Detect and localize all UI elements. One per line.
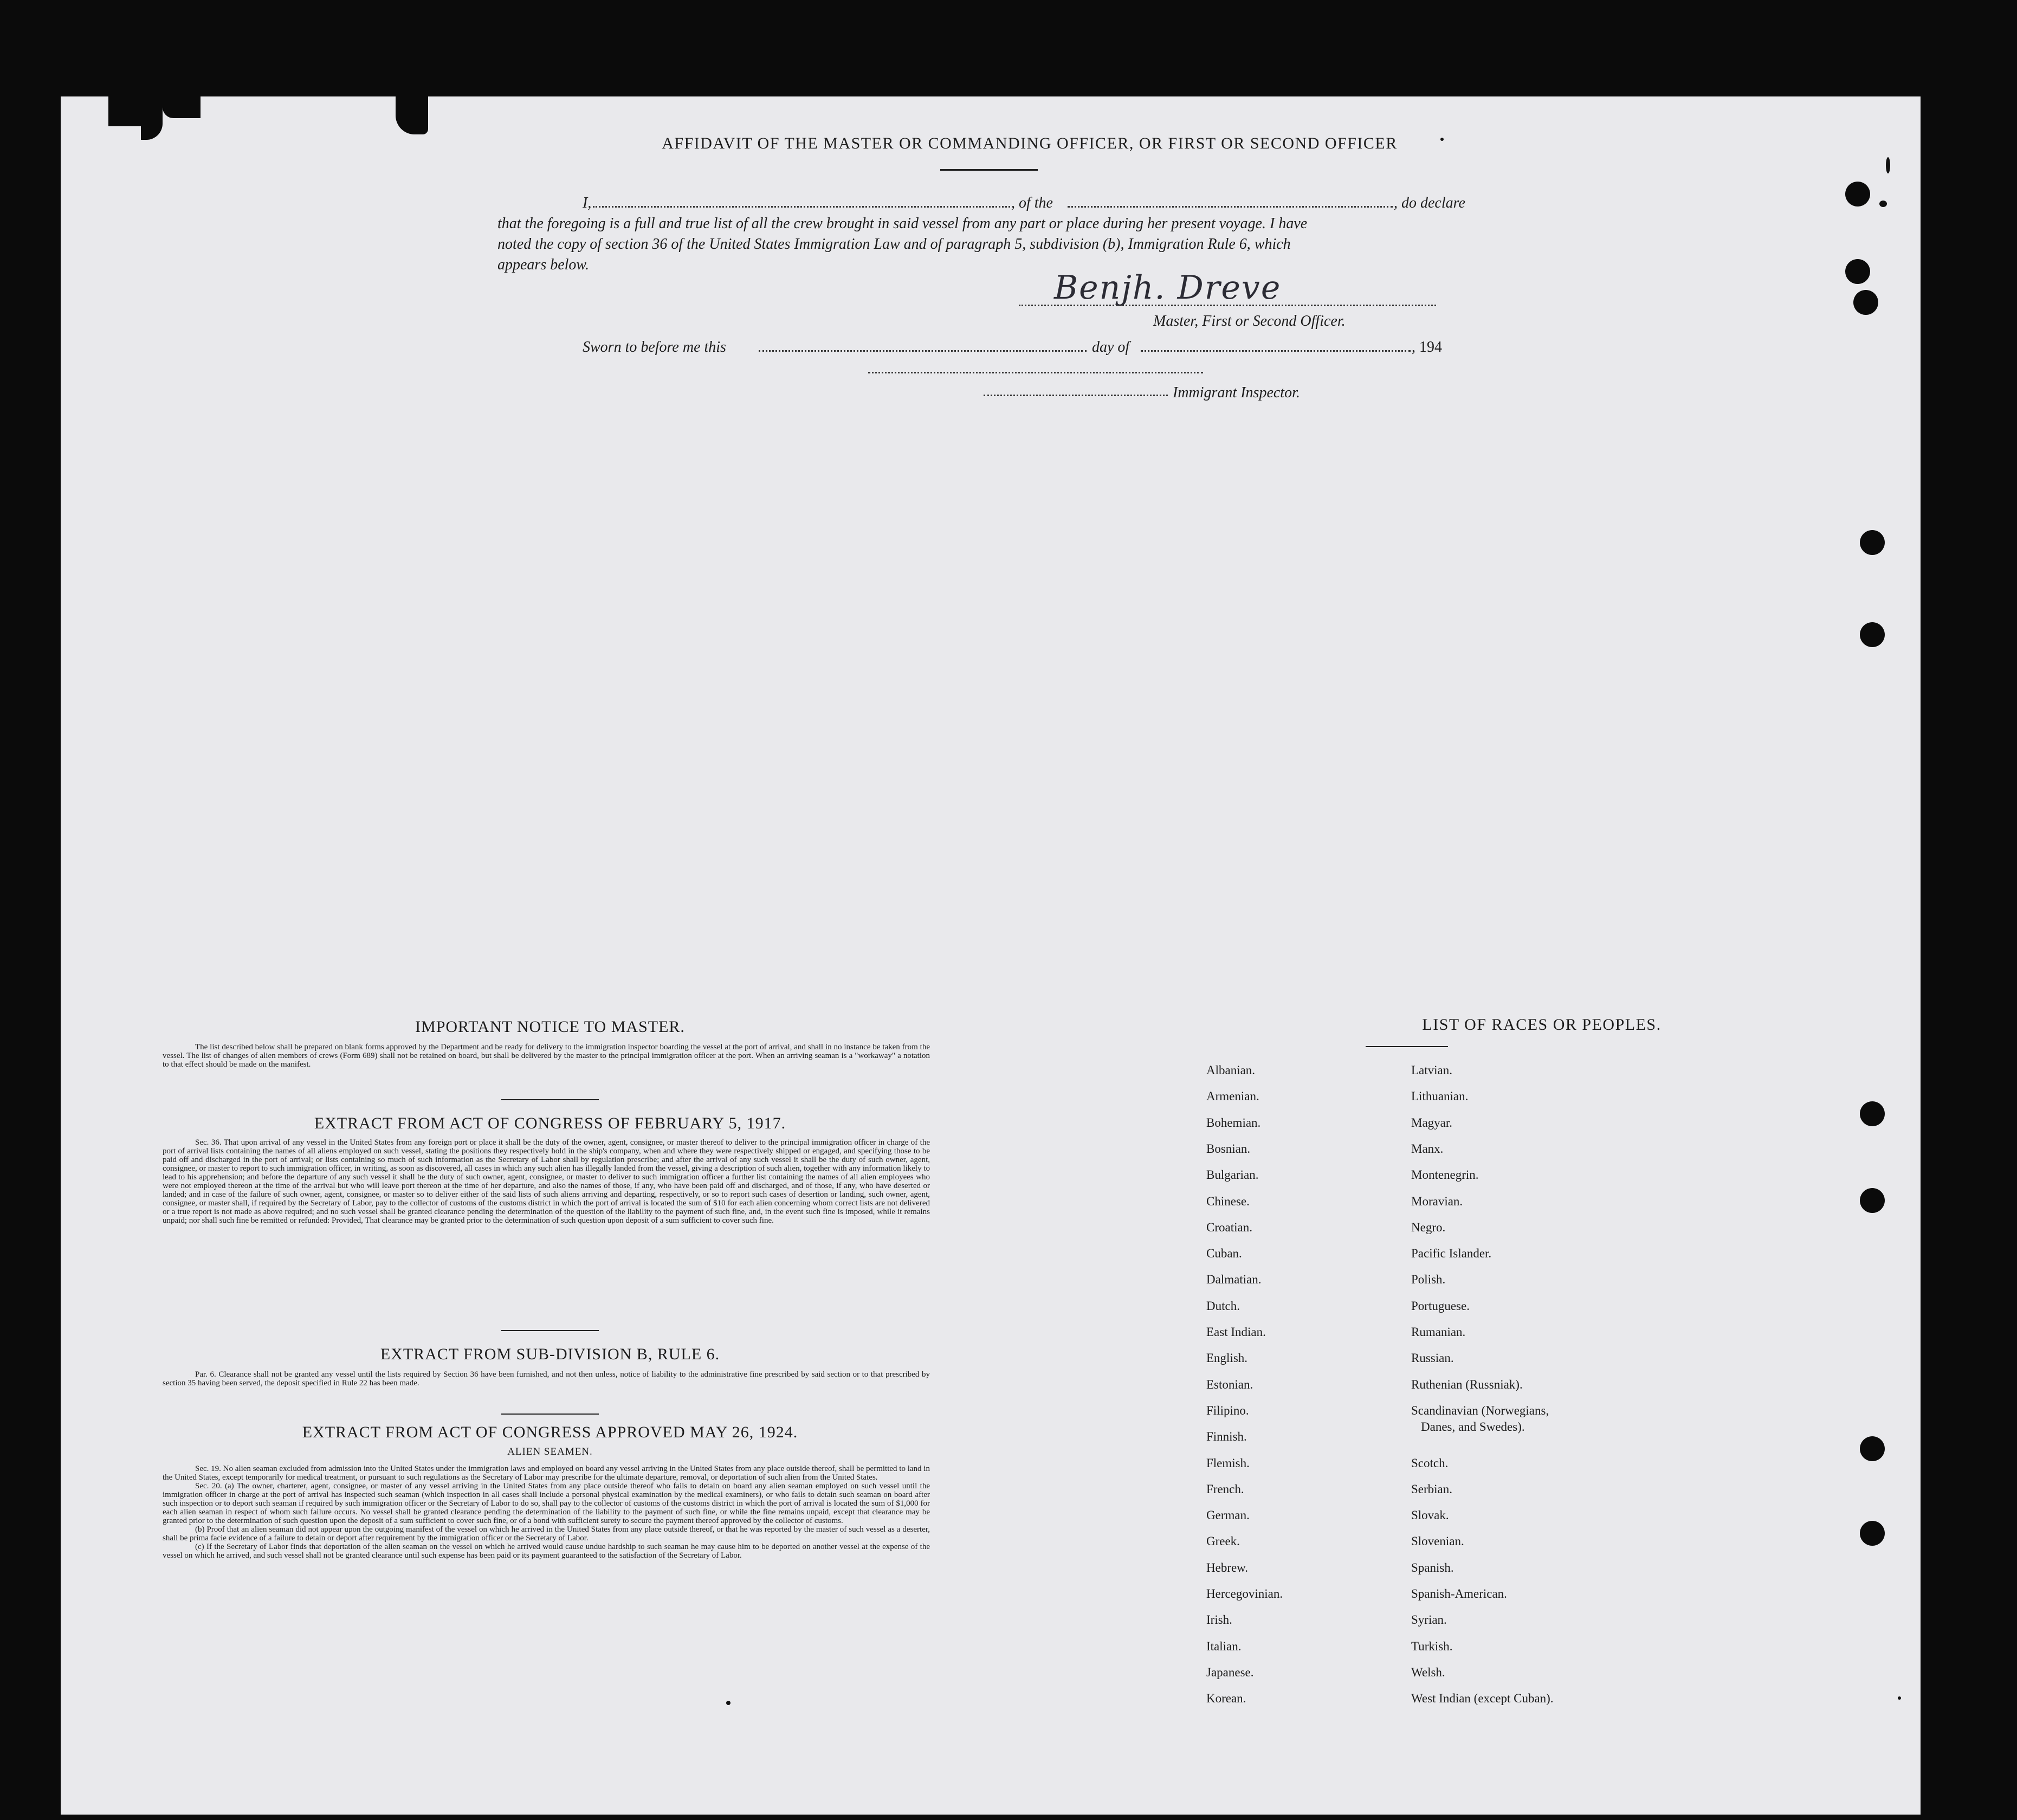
race-item: Dalmatian. (1206, 1273, 1262, 1286)
notice-title: IMPORTANT NOTICE TO MASTER. (415, 1018, 685, 1036)
race-item: Turkish. (1411, 1640, 1453, 1653)
race-item: Ruthenian (Russniak). (1411, 1378, 1523, 1391)
section-divider (501, 1330, 599, 1331)
race-item: Finnish. (1206, 1430, 1247, 1443)
par-6-paragraph: Par. 6. Clearance shall not be granted any vessel until the lists required by Section 36 have been furnished, and not then unless, notice of liability to the administrative fine prescribed by said section or to that prescribed by section 35 having been served, the deposit specified in Rule 22 has been made. (163, 1370, 930, 1387)
race-item: Manx. (1411, 1142, 1444, 1156)
extract-1924-title: EXTRACT FROM ACT OF CONGRESS APPROVED MAY 26, 1924. (302, 1423, 798, 1441)
race-item: Slovenian. (1411, 1534, 1464, 1548)
race-item: Latvian. (1411, 1063, 1452, 1077)
race-item: French. (1206, 1482, 1244, 1496)
sec-20a-paragraph: Sec. 20. (a) The owner, charterer, agent, consignee, or master of any vessel arriving in the United States from any place outside thereof who fails to detain on board any alien seaman employed on such vessel until the immigration officer in charge at the port of arrival has inspected such seaman (which inspection in all cases shall include a personal physical examination by the medical examiners), or who fails to detain such seaman on board after such inspection or to deport such seaman if required by such immigration officer or the Secretary of Labor to do so, shall pay to the collector of customs of the customs district in which the port of arrival is located the sum of $1,000 for each alien seaman in respect of whom such failure occurs. No vessel shall be granted clearance pending the determination of the liability to the payment of such fine, or while the fine remains unpaid, except that clearance may be granted prior to the determination of such question upon the deposit of a sum sufficient to cover such fine, or of a bond with sufficient surety to secure the payment thereof approved by the collector of customs. (163, 1482, 930, 1525)
race-item: Scotch. (1411, 1456, 1449, 1470)
title-underline (940, 169, 1038, 171)
race-item: East Indian. (1206, 1325, 1266, 1339)
inspector-caption: Immigrant Inspector. (1173, 384, 1300, 401)
race-item: Bohemian. (1206, 1116, 1261, 1130)
race-item: Bulgarian. (1206, 1168, 1259, 1182)
binder-hole (1860, 530, 1885, 555)
sworn-label: Sworn to before me this (583, 339, 726, 356)
race-item: Pacific Islander. (1411, 1247, 1492, 1260)
race-item: Bosnian. (1206, 1142, 1251, 1156)
binder-hole (1845, 182, 1870, 206)
race-item: Armenian. (1206, 1089, 1259, 1103)
race-item: Magyar. (1411, 1116, 1453, 1130)
sec-20c-paragraph: (c) If the Secretary of Labor finds that deportation of the alien seaman on the vessel on which he arrived would cause undue hardship to such seaman he may cause him to be deported on another vessel at the expense of the vessel on which he arrived, and such vessel shall not be granted clearance until such expense has been paid or its payment guaranteed to the satisfaction of the Secretary of Labor. (163, 1543, 930, 1560)
race-item: Greek. (1206, 1534, 1240, 1548)
ink-speck (1886, 157, 1890, 173)
binder-hole (1860, 1188, 1885, 1213)
race-item: Dutch. (1206, 1299, 1240, 1313)
race-item: Japanese. (1206, 1666, 1254, 1679)
race-item: Rumanian. (1411, 1325, 1466, 1339)
sworn-month-line (1141, 350, 1411, 352)
affidavit-line4: appears below. (497, 256, 590, 273)
race-item: Scandinavian (Norwegians, (1411, 1404, 1549, 1417)
section-divider (501, 1099, 599, 1100)
extract-rule6-title: EXTRACT FROM SUB-DIVISION B, RULE 6. (380, 1345, 720, 1363)
race-item: Danes, and Swedes). (1421, 1420, 1525, 1434)
race-item: Irish. (1206, 1613, 1232, 1627)
race-item: Italian. (1206, 1640, 1242, 1653)
notice-text (163, 1043, 930, 1069)
extract-rule6-text (163, 1370, 930, 1387)
extract-1917-text (163, 1138, 930, 1225)
binder-hole (1860, 1436, 1885, 1461)
section-divider (501, 1414, 599, 1415)
day-of-label: day of (1092, 339, 1130, 356)
torn-corner-edge (141, 96, 163, 140)
extract-1924-text (163, 1464, 930, 1560)
race-item: Estonian. (1206, 1378, 1253, 1391)
vessel-field-line (1068, 206, 1393, 208)
race-item: Welsh. (1411, 1666, 1445, 1679)
race-item: Spanish-American. (1411, 1587, 1507, 1600)
race-item: Albanian. (1206, 1063, 1256, 1077)
race-item: Serbian. (1411, 1482, 1453, 1496)
race-item: Moravian. (1411, 1195, 1463, 1208)
binder-hole (1860, 1101, 1885, 1126)
master-signature: Benjh. Dreve (1054, 269, 1282, 307)
affidavit-line3: noted the copy of section 36 of the United States Immigration Law and of paragraph 5, subdivision (b), Immigration Rule 6, which (497, 236, 1291, 253)
ink-speck (1898, 1696, 1901, 1700)
race-item: Korean. (1206, 1692, 1246, 1705)
signature-line (1019, 305, 1436, 306)
race-item: West Indian (except Cuban). (1411, 1692, 1554, 1705)
race-item: Croatian. (1206, 1221, 1252, 1234)
year-label: , 194 (1412, 339, 1442, 356)
race-item: Polish. (1411, 1273, 1446, 1286)
race-item: Russian. (1411, 1351, 1454, 1365)
races-title-underline (1366, 1046, 1448, 1047)
binder-hole (1860, 1521, 1885, 1546)
race-item: Cuban. (1206, 1247, 1242, 1260)
race-item: Portuguese. (1411, 1299, 1470, 1313)
race-item: Spanish. (1411, 1561, 1454, 1574)
race-item: German. (1206, 1508, 1250, 1522)
affidavit-line1 (583, 193, 591, 214)
alien-seamen-subtitle: ALIEN SEAMEN. (507, 1446, 593, 1457)
race-item: Hercegovinian. (1206, 1587, 1283, 1600)
name-field-line (593, 206, 1010, 208)
race-item: Filipino. (1206, 1404, 1249, 1417)
ink-speck (726, 1701, 730, 1705)
affidavit-title: AFFIDAVIT OF THE MASTER OR COMMANDING OFFICER, OR FIRST OR SECOND OFFICER (662, 134, 1398, 152)
race-item: Hebrew. (1206, 1561, 1249, 1574)
race-item: Chinese. (1206, 1195, 1250, 1208)
binder-hole (1860, 622, 1885, 647)
sec-19-paragraph: Sec. 19. No alien seaman excluded from admission into the United States under the immigration laws and employed on board any vessel arriving in the United States from any place outside thereof, shall be permitted to land in the United States, except temporarily for medical treatment, or pursuant to such regulations as the Secretary of Labor may prescribe for the ultimate departure, removal, or deportation of such alien from the United States. (163, 1464, 930, 1482)
affidavit-of-the: , of the (1011, 195, 1053, 211)
sec-36-paragraph: Sec. 36. That upon arrival of any vessel in the United States from any foreign port or place it shall be the duty of the owner, agent, consignee, or master thereof to deliver to the principal immigration officer in charge of the port of arrival lists containing the names of all aliens employed on such vessel, stating the positions they respectively hold in the ship's company, when and where they were respectively shipped or engaged, and specifying those to be paid off and discharged in the port of arrival; or lists containing so much of such information as the Secretary of Labor shall by regulation prescribe; and after the arrival of any such vessel it shall be the duty of such owner, agent, consignee, or master to report to such immigration officer, in writing, as soon as discovered, all cases in which any such alien has illegally landed from the vessel, giving a description of such alien, together with any information likely to lead to his apprehension; and before the departure of any such vessel it shall be the duty of such owner, agent, consignee, or master to deliver to such immigration officer a further list containing the names of all alien employees who were not employed thereon at the time of the arrival but who will leave port thereon at the time of her departure, and also the names of those, if any, who have been paid off and discharged, and of those, if any, who have deserted or landed; and in case of the failure of such owner, agent, consignee, or master so to deliver either of the said lists of such aliens arriving and departing, respectively, or so to report such cases of desertion or landing, such owner, agent, consignee, or master shall, if required by the Secretary of Labor, pay to the collector of customs of the customs district in which the port of arrival is located the sum of $10 for each alien concerning whom correct lists are not delivered or a true report is not made as above required; and no such vessel shall be granted clearance pending the determination of the question of the liability to the payment of such fine, and, in the event such fine is imposed, while it remains unpaid; nor shall such fine be remitted or refunded: Provided, That clearance may be granted prior to the determination of such question upon deposit of a sum sufficient to cover such fine. (163, 1138, 930, 1225)
notice-paragraph: The list described below shall be prepared on blank forms approved by the Department and be ready for delivery to the immigration inspector boarding the vessel at the port of arrival, and shall in no instance be taken from the vessel. The list of changes of alien members of crews (Form 689) shall not be retained on board, but shall be delivered by the master to the principal immigration officer at the port. When an arriving seaman is a "workaway" a notation to that effect should be made on the manifest. (163, 1043, 930, 1069)
race-item: Negro. (1411, 1221, 1446, 1234)
affidavit-line2: that the foregoing is a full and true list of all the crew brought in said vessel from any part or place during her present voyage. I have (497, 215, 1308, 232)
race-item: Lithuanian. (1411, 1089, 1469, 1103)
race-item: Flemish. (1206, 1456, 1250, 1470)
extract-1917-title: EXTRACT FROM ACT OF CONGRESS OF FEBRUARY 5, 1917. (314, 1114, 786, 1132)
signature-caption: Master, First or Second Officer. (1153, 313, 1346, 330)
torn-corner-fragment (163, 96, 201, 118)
sec-20b-paragraph: (b) Proof that an alien seaman did not appear upon the outgoing manifest of the vessel on which he arrived in the United States from any place outside thereof, or that he was reported by the master of such vessel as a deserter, shall be prima facie evidence of a failure to detain or deport after requirement by the immigration officer or the Secretary of Labor. (163, 1525, 930, 1543)
race-item: Slovak. (1411, 1508, 1449, 1522)
inspector-name-line (984, 395, 1168, 396)
binder-hole (1853, 290, 1878, 315)
race-item: Syrian. (1411, 1613, 1447, 1627)
races-title: LIST OF RACES OR PEOPLES. (1422, 1016, 1662, 1034)
affidavit-i: I, (583, 195, 592, 211)
binder-hole (1845, 259, 1870, 284)
race-item: Montenegrin. (1411, 1168, 1479, 1182)
inspector-signature-line (868, 372, 1203, 373)
ink-speck (1879, 201, 1887, 207)
race-item: English. (1206, 1351, 1248, 1365)
sworn-day-line (759, 350, 1087, 352)
affidavit-do-declare: , do declare (1394, 195, 1465, 211)
